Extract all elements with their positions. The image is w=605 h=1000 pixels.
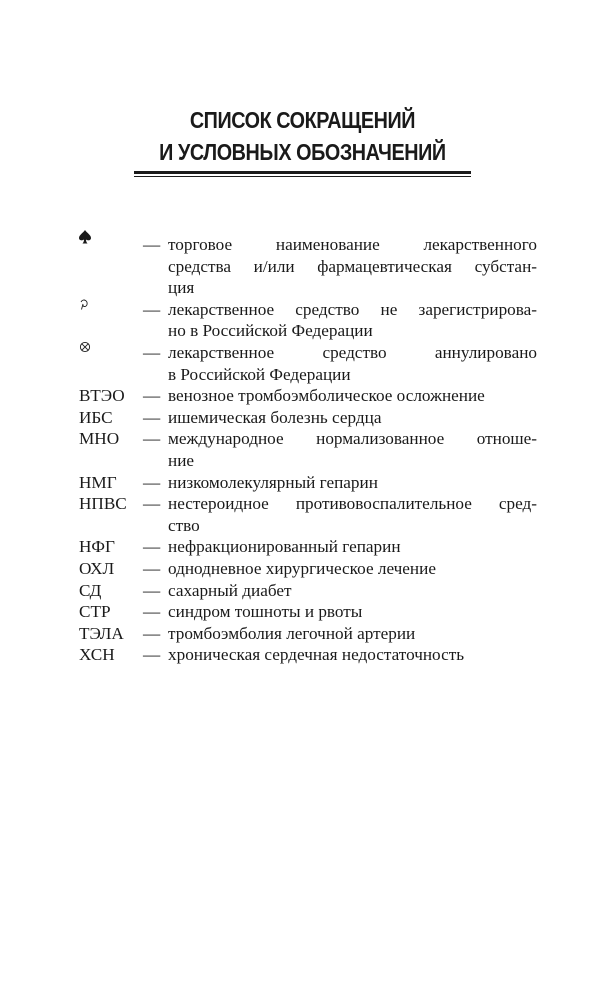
entry-text-line: нефракционированный гепарин <box>168 537 401 557</box>
entry-text-line: ишемическая болезнь сердца <box>168 407 382 427</box>
entry-text-line: хроническая сердечная недостаточность <box>168 645 465 665</box>
entry-text-line: средства и/или фармацевтическая субстан- <box>168 256 537 276</box>
dash: — <box>143 537 161 557</box>
list-item <box>79 601 537 623</box>
dash: — <box>143 472 161 492</box>
list-item <box>79 385 537 407</box>
dash: — <box>143 407 161 427</box>
abbreviation: ОХЛ <box>79 558 115 578</box>
entry-text-line: синдром тошноты и рвоты <box>168 602 363 622</box>
dash: — <box>143 342 161 362</box>
dash: — <box>143 429 161 449</box>
title-rule-thin <box>134 176 471 177</box>
abbreviation: ХСН <box>79 645 115 665</box>
entry-text-line: лекарственное средство не зарегистрирова- <box>168 299 537 319</box>
list-item-annulled <box>79 342 537 385</box>
dash: — <box>143 623 161 643</box>
list-item <box>79 428 537 471</box>
entry-text-line: тромбоэмболия легочной артерии <box>168 623 416 643</box>
entry-text-line: ние <box>168 450 195 470</box>
title-rule-thick <box>134 171 471 174</box>
list-item <box>79 407 537 429</box>
dash: — <box>143 494 161 514</box>
abbreviation: ВТЭО <box>79 386 125 406</box>
spade-icon <box>79 230 93 246</box>
dash: — <box>143 558 161 578</box>
entry-text-line: ция <box>168 278 195 298</box>
entry-text-line: венозное тромбоэмболическое осложнение <box>168 386 485 406</box>
entry-text-line: в Российской Федерации <box>168 364 351 384</box>
entry-text-line: однодневное хирургическое лечение <box>168 558 436 578</box>
entry-text-line: сахарный диабет <box>168 580 292 600</box>
dash: — <box>143 580 161 600</box>
list-item <box>79 493 537 536</box>
page-title-line-2: И УСЛОВНЫХ ОБОЗНАЧЕНИЙ <box>159 139 446 165</box>
abbreviation-list <box>79 230 537 666</box>
dash: — <box>143 299 161 319</box>
page-title-line-1: СПИСОК СОКРАЩЕНИЙ <box>189 107 416 133</box>
list-item-not-registered <box>79 299 537 342</box>
entry-text-line: лекарственное средство аннулировано <box>168 342 537 362</box>
list-item <box>79 536 537 558</box>
abbreviation: СТР <box>79 602 111 622</box>
abbreviation: ИБС <box>79 407 113 427</box>
entry-text-line: низкомолекулярный гепарин <box>168 472 378 492</box>
abbreviation: ТЭЛА <box>79 623 124 643</box>
list-item <box>79 558 537 580</box>
abbreviation: НМГ <box>79 472 117 492</box>
entry-text-line: ство <box>168 515 200 535</box>
list-item <box>79 580 537 602</box>
dash: — <box>143 602 161 622</box>
list-item <box>79 623 537 645</box>
abbreviation: СД <box>79 580 102 600</box>
abbreviation: МНО <box>79 429 120 449</box>
list-item <box>79 644 537 666</box>
abbreviation: НПВС <box>79 494 127 514</box>
list-item-spade <box>79 230 537 299</box>
circled-x-icon <box>79 341 93 357</box>
entry-text-line: но в Российской Федерации <box>168 321 373 341</box>
abbreviation: НФГ <box>79 537 115 557</box>
entry-text-line: международное нормализованное отноше- <box>168 429 537 449</box>
page-title <box>42 104 562 168</box>
list-item <box>79 472 537 494</box>
entry-text-line: торговое наименование лекарственного <box>168 235 537 254</box>
dash: — <box>143 386 161 406</box>
p-script-icon <box>79 298 93 314</box>
dash: — <box>143 645 161 665</box>
dash: — <box>143 235 161 254</box>
entry-text-line: нестероидное противовоспалительное сред- <box>168 494 537 514</box>
